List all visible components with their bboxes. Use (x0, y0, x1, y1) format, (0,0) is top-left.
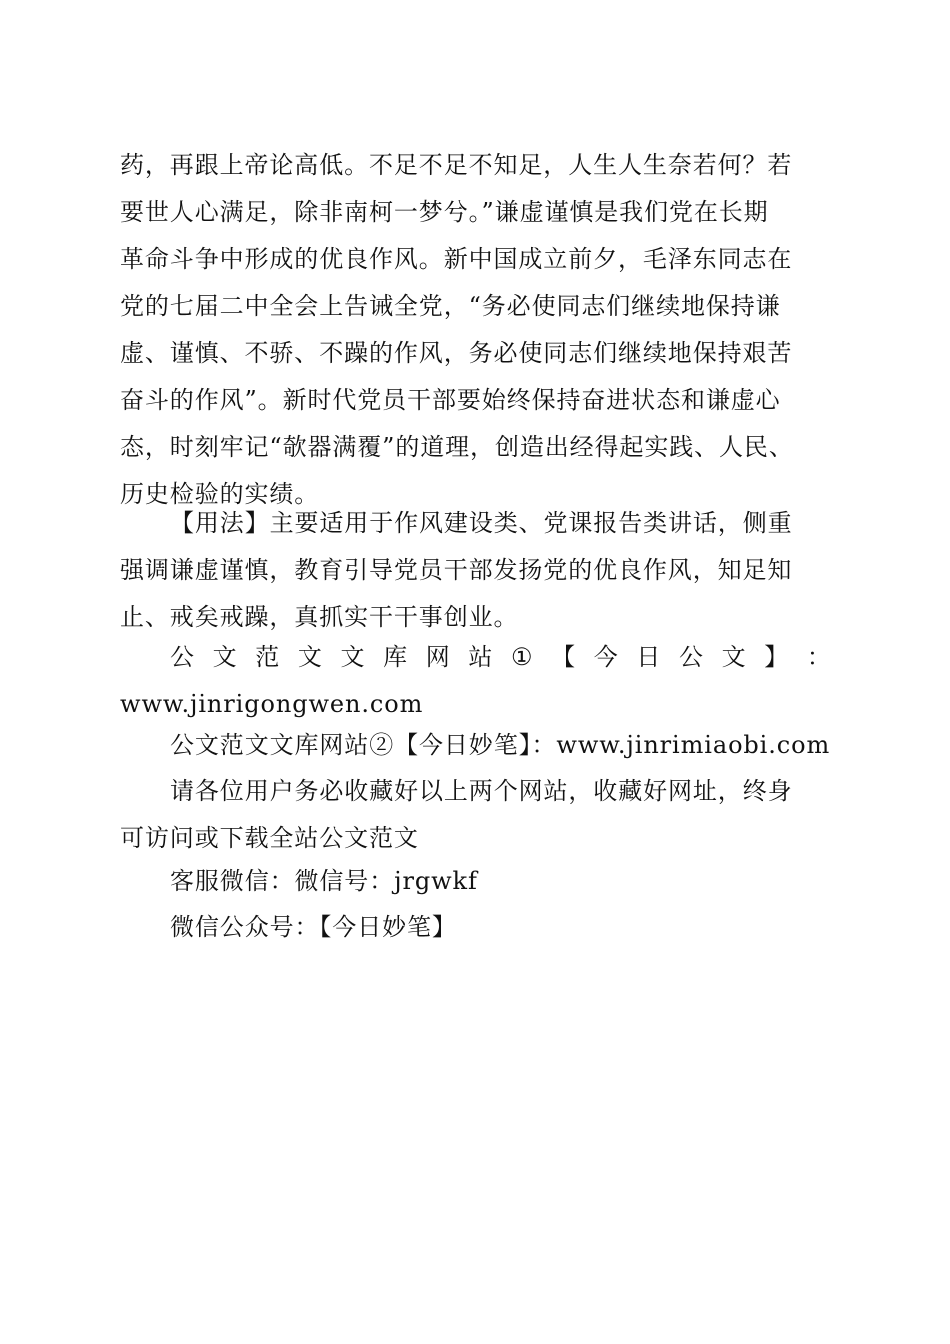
notice-paragraph (120, 768, 832, 862)
site-1-label (120, 634, 832, 681)
site-1-char: 今 (593, 643, 619, 671)
site-1-char: 】 (764, 643, 790, 671)
text-line: 可访问或下载全站公文范文 (120, 824, 419, 852)
site-1-char: 公 (679, 643, 704, 671)
text-line: 历史检验的实绩。 (120, 480, 320, 508)
site-1-url: www.jinrigongwen.com (120, 690, 424, 718)
wechat-service-line: 客服微信：微信号：jrgwkf (170, 867, 478, 895)
site-1-char: ① (511, 643, 534, 671)
site-1-char: 站 (468, 643, 494, 671)
site-1-char: 日 (636, 643, 662, 671)
site-1-char: 范 (255, 643, 281, 671)
site-1-paragraph (120, 634, 832, 728)
site-1-char: 文 (212, 643, 238, 671)
text-line: 党的七届二中全会上告诫全党，“务必使同志们继续地保持谦 (120, 292, 781, 320)
text-line: 奋斗的作风”。新时代党员干部要始终保持奋进状态和谦虚心 (120, 386, 781, 414)
text-line: 革命斗争中形成的优良作风。新中国成立前夕，毛泽东同志在 (120, 245, 793, 273)
site-1-char: 库 (383, 643, 409, 671)
usage-paragraph (120, 500, 832, 641)
site-1-char: 文 (721, 643, 747, 671)
text-line: 虚、谨慎、不骄、不躁的作风，务必使同志们继续地保持艰苦 (120, 339, 793, 367)
site-1-char: 文 (340, 643, 366, 671)
body-paragraph-1 (120, 142, 832, 518)
text-line: 强调谦虚谨慎，教育引导党员干部发扬党的优良作风，知足知 (120, 556, 793, 584)
wechat-official-line: 微信公众号：【今日妙笔】 (170, 913, 457, 941)
site-1-char: ： (806, 643, 832, 671)
text-line: 态，时刻牢记“欹器满覆”的道理，创造出经得起实践、人民、 (120, 433, 794, 461)
site-1-char: 文 (297, 643, 323, 671)
text-line: 药，再跟上帝论高低。不足不足不知足，人生人生奈若何？若 (120, 151, 793, 179)
text-line: 要世人心满足，除非南柯一梦兮。”谦虚谨慎是我们党在长期 (120, 198, 769, 226)
site-1-char: 公 (170, 643, 195, 671)
site-2-line: 公文范文文库网站②【今日妙笔】：www.jinrimiaobi.com (170, 731, 831, 759)
text-line: 请各位用户务必收藏好以上两个网站，收藏好网址，终身 (170, 777, 793, 805)
text-line: 止、戒矣戒躁，真抓实干干事创业。 (120, 603, 519, 631)
text-line: 【用法】主要适用于作风建设类、党课报告类讲话，侧重 (170, 509, 793, 537)
site-1-char: 【 (551, 643, 577, 671)
site-1-char: 网 (425, 643, 451, 671)
